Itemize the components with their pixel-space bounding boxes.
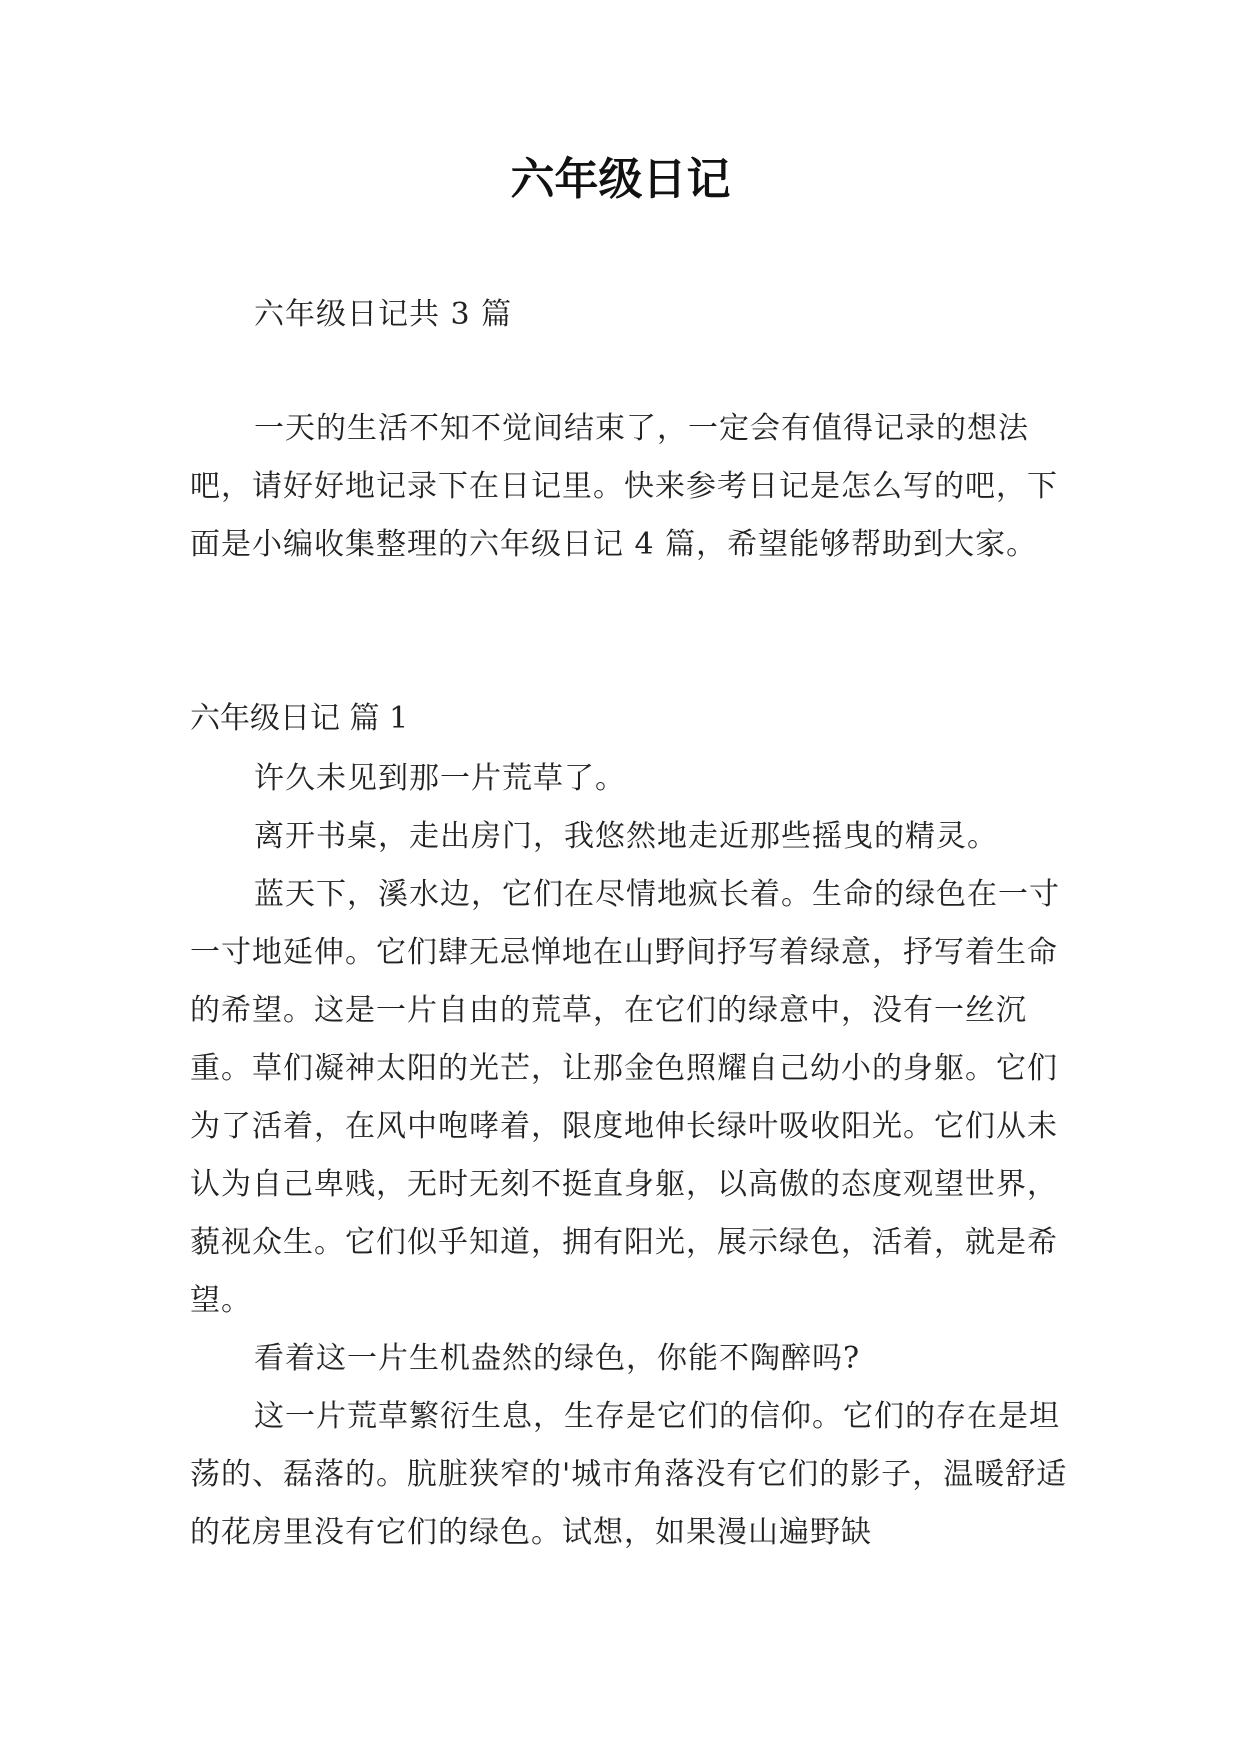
document-subtitle: 六年级日记共 3 篇 — [254, 297, 513, 332]
body-paragraph: 离开书桌，走出房门，我悠然地走近那些摇曳的精灵。 — [254, 819, 998, 854]
section-heading: 六年级日记 篇 1 — [190, 701, 409, 736]
document-title: 六年级日记 — [510, 154, 731, 205]
body-paragraph: 许久未见到那一片荒草了。 — [254, 761, 626, 796]
intro-paragraph: 一天的生活不知不觉间结束了，一定会有值得记录的想法吧，请好好地记录下在日记里。快来参考日记是怎么写的吧，下面是小编收集整理的六年级日记 4 篇，希望能够帮助到大家。 — [190, 411, 1058, 562]
body-paragraph: 这一片荒草繁衍生息，生存是它们的信仰。它们的存在是坦荡的、磊落的。肮脏狭窄的'城市角落没有它们的影子，温暖舒适的花房里没有它们的绿色。试想，如果漫山遍野缺 — [190, 1399, 1068, 1550]
body-paragraph: 看着这一片生机盎然的绿色，你能不陶醉吗? — [254, 1341, 861, 1376]
diary-body — [190, 750, 1070, 1562]
body-paragraph: 蓝天下，溪水边，它们在尽情地疯长着。生命的绿色在一寸一寸地延伸。它们肆无忌惮地在山野间抒写着绿意，抒写着生命的希望。这是一片自由的荒草，在它们的绿意中，没有一丝沉重。草们凝神太阳的光芒，让那金色照耀自己幼小的身躯。它们为了活着，在风中咆哮着，限度地伸长绿叶吸收阳光。它们从未认为自己卑贱，无时无刻不挺直身躯，以高傲的态度观望世界，藐视众生。它们似乎知道，拥有阳光，展示绿色，活着，就是希望。 — [190, 877, 1060, 1318]
